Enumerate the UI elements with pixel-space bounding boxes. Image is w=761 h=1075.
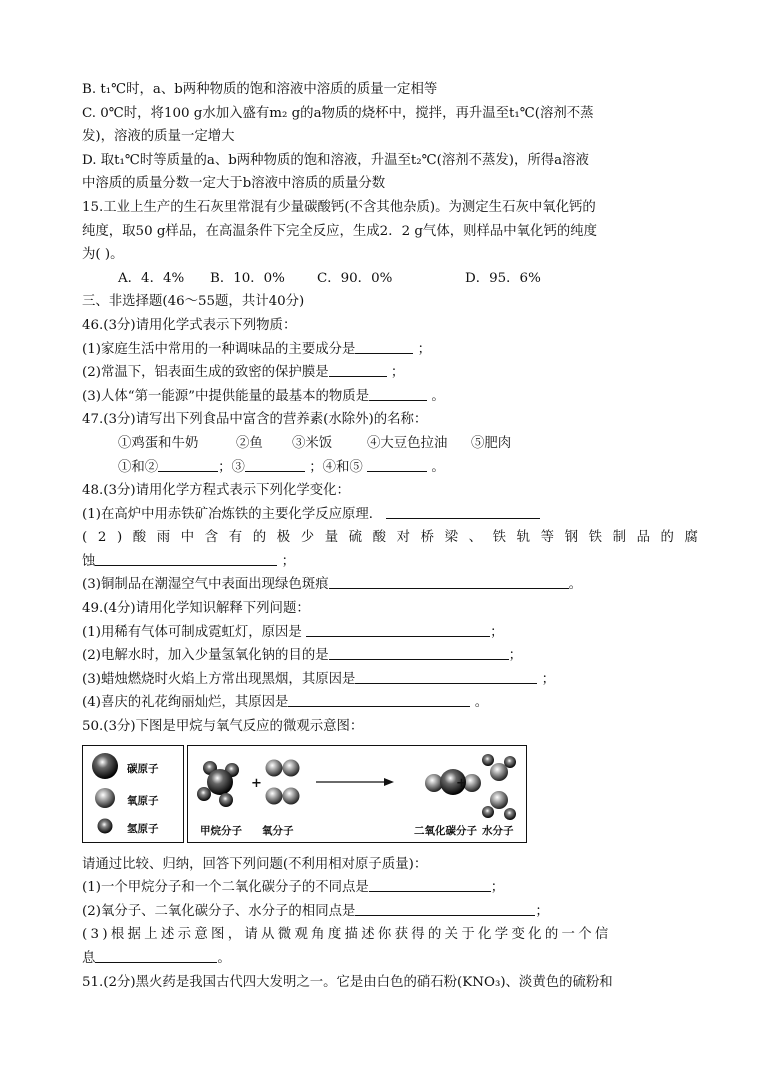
answer-blank[interactable]: [95, 550, 277, 566]
answer-blank[interactable]: [329, 573, 569, 589]
caption-co2: 二氧化碳分子: [414, 824, 477, 837]
q47-item: ⑤肥肉: [471, 435, 512, 451]
legend-hydrogen: 氢原子: [127, 822, 159, 835]
q47-item: ④大豆色拉油: [367, 435, 448, 451]
q15-option-b: B．10．0%: [210, 270, 285, 286]
answer-blank[interactable]: [355, 338, 413, 354]
q49-title: 49.(4分)请用化学知识解释下列问题：: [82, 601, 310, 617]
q47-title: 47.(3分)请写出下列食品中富含的营养素(水除外)的名称：: [82, 412, 428, 428]
caption-water: 水分子: [482, 824, 514, 837]
answer-blank[interactable]: [369, 876, 491, 892]
q47-items: [82, 432, 682, 456]
plus-sign: +: [251, 775, 262, 791]
q46-3: (3)人体“第一能源”中提供能量的最基本的物质是 。: [82, 385, 682, 409]
answer-blank[interactable]: [329, 644, 509, 660]
q50-1: (1)一个甲烷分子和一个二氧化碳分子的不同点是 ；: [82, 876, 682, 900]
q50-2: (2)氧分子、二氧化碳分子、水分子的相同点是 ；: [82, 900, 682, 924]
water-molecules: [482, 754, 516, 820]
answer-blank[interactable]: [245, 456, 305, 472]
q50-title: 50.(3分)下图是甲烷与氧气反应的微观示意图：: [82, 719, 364, 735]
q47-item: ①鸡蛋和牛奶: [118, 435, 199, 451]
q46-2: (2)常温下，铝表面生成的致密的保护膜是 ；: [82, 361, 682, 385]
q48-2: (2)酸雨中含有的极少量硫酸对桥梁、铁轨等钢铁制品的腐: [82, 530, 709, 546]
answer-blank[interactable]: [158, 456, 218, 472]
oxygen-molecules: [266, 759, 300, 804]
q49-1: (1)用稀有气体可制成霓虹灯，原因是 ；: [82, 621, 682, 645]
q46-title: 46.(3分)请用化学式表示下列物质：: [82, 317, 297, 333]
q48-1: (1)在高炉中用赤铁矿冶炼铁的主要化学反应原理．: [82, 503, 682, 527]
carbon-atom-icon: [92, 753, 118, 779]
section-3-title: 三、非选择题(46～55题，共计40分): [82, 294, 305, 310]
q50-3-cont: 息 。: [82, 947, 682, 971]
hydrogen-atom-icon: [98, 818, 113, 833]
q15-line2: 纯度，取50 g样品，在高温条件下完全反应，生成2．2 g气体，则样品中氧化钙的纯度: [82, 223, 598, 239]
plus-sign: +: [456, 775, 467, 791]
methane-molecule: [197, 761, 239, 807]
atom-legend: [82, 745, 184, 843]
answer-blank[interactable]: [367, 456, 427, 472]
caption-oxygen: 氧分子: [262, 824, 294, 837]
q48-2-cont: 蚀 ；: [82, 550, 682, 574]
answer-blank[interactable]: [386, 503, 540, 519]
q15-line1: 15.工业上生产的生石灰里常混有少量碳酸钙(不含其他杂质)。为测定生石灰中氧化钙的: [82, 199, 596, 215]
answer-blank[interactable]: [369, 385, 427, 401]
answer-blank[interactable]: [95, 947, 217, 963]
oxygen-atom-icon: [95, 788, 115, 808]
option-c-line1: C. 0℃时，将100 g水加入盛有m₂ g的a物质的烧杯中，搅拌，再升温至t₁℃(溶剂不蒸: [82, 105, 594, 121]
q46-1: (1)家庭生活中常用的一种调味品的主要成分是 ；: [82, 338, 682, 362]
q50-ask: 请通过比较、归纳，回答下列问题(不利用相对原子质量)：: [82, 856, 428, 872]
answer-blank[interactable]: [329, 361, 387, 377]
option-b: B. t₁℃时，a、b两种物质的饱和溶液中溶质的质量一定相等: [82, 82, 438, 97]
q49-4: (4)喜庆的礼花绚丽灿烂，其原因是 。: [82, 691, 682, 715]
caption-methane: 甲烷分子: [200, 824, 242, 837]
q15-option-d: D．95．6%: [465, 270, 541, 286]
exam-page: [82, 78, 709, 994]
answer-blank[interactable]: [288, 691, 470, 707]
q47-answers: ①和② ；③ ；④和⑤ 。: [82, 456, 682, 480]
option-d-line2: 中溶质的质量分数一定大于b溶液中溶质的质量分数: [82, 176, 386, 192]
q15-option-a: A．4．4%: [118, 270, 185, 286]
reaction-arrow: [316, 778, 394, 786]
legend-carbon: 碳原子: [127, 762, 159, 775]
option-c-line2: 发)，溶液的质量一定增大: [82, 129, 235, 145]
q47-item: ②鱼: [236, 435, 263, 451]
q48-title: 48.(3分)请用化学方程式表示下列化学变化：: [82, 483, 350, 499]
q50-3: (3)根据上述示意图，请从微观角度描述你获得的关于化学变化的一个信: [82, 927, 612, 943]
q48-3: (3)铜制品在潮湿空气中表面出现绿色斑痕 。: [82, 573, 682, 597]
q47-item: ③米饭: [292, 435, 333, 451]
answer-blank[interactable]: [355, 900, 535, 916]
q51: 51.(2分)黑火药是我国古代四大发明之一。它是由白色的硝石粉(KNO₃)、淡黄色的硫粉和: [82, 974, 613, 990]
q49-3: (3)蜡烛燃烧时火焰上方常出现黑烟，其原因是 ；: [82, 668, 682, 692]
answer-blank[interactable]: [306, 621, 490, 637]
option-d-line1: D. 取t₁℃时等质量的a、b两种物质的饱和溶液，升温至t₂℃(溶剂不蒸发)，所得a溶液: [82, 152, 589, 168]
q49-2: (2)电解水时，加入少量氢氧化钠的目的是 ；: [82, 644, 682, 668]
legend-oxygen: 氧原子: [127, 794, 159, 807]
answer-blank[interactable]: [355, 668, 537, 684]
q15-options: [82, 267, 682, 291]
carbon-dioxide-molecule: [425, 769, 481, 795]
q15-option-c: C．90．0%: [317, 270, 393, 286]
methane-oxygen-reaction-diagram: [82, 745, 682, 849]
reaction-panel: [187, 745, 527, 843]
q15-line3: 为( )。: [82, 247, 124, 263]
